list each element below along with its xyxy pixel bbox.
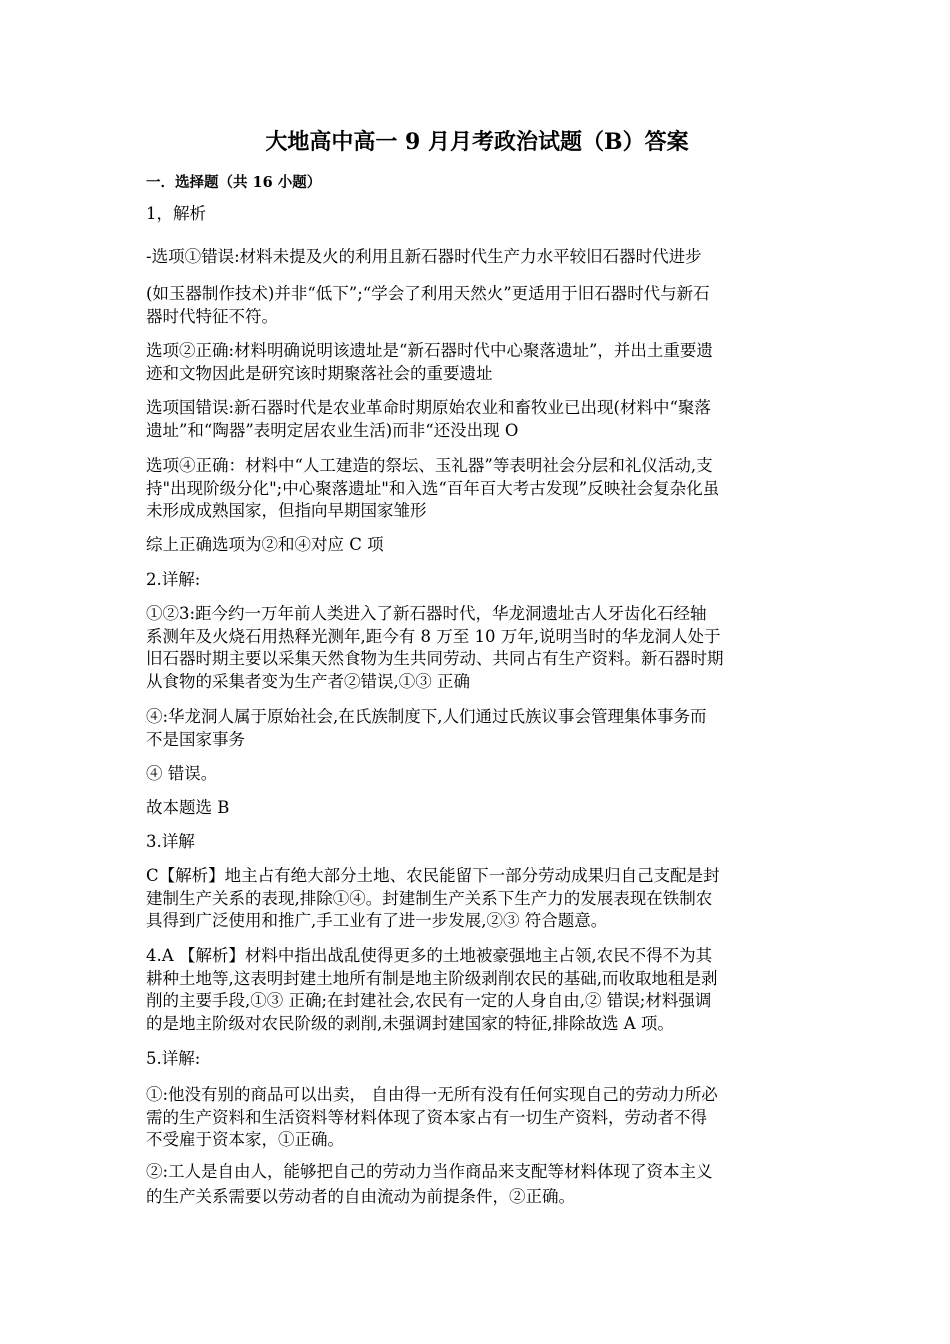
paragraph — [146, 569, 808, 592]
paragraph-line: 的是地主阶级对农民阶级的剥削,未强调封建国家的特征,排除故选 A 项。 — [146, 1013, 674, 1033]
paragraph — [146, 1161, 808, 1184]
paragraph — [146, 797, 808, 820]
paragraph — [146, 603, 808, 693]
paragraph — [146, 831, 808, 854]
paragraph — [146, 246, 808, 269]
paragraph-line: C【解析】地主占有绝大部分土地、农民能留下一部分劳动成果归自己支配是封 — [146, 866, 720, 885]
paragraph-line: 削的主要手段,①③ 正确;在封建社会,农民有一定的人身自由,② 错误;材料强调 — [146, 991, 712, 1010]
paragraph-line: 需的生产资料和生活资料等材料体现了资本家占有一切生产资料，劳动者不得 — [146, 1107, 707, 1127]
paragraph-line: 系测年及火烧石用热释光测年,距今有 8 万至 10 万年,说明当时的华龙洞人处于 — [146, 626, 721, 646]
paragraph-line: 迹和文物因此是研究该时期聚落社会的重要遗址 — [146, 363, 493, 383]
paragraph — [146, 706, 808, 751]
paragraph-line: 3.详解 — [146, 832, 195, 851]
paragraph-line: 选项②正确:材料明确说明该遗址是“新石器时代中心聚落遗址”，并出土重要遗 — [146, 341, 713, 360]
paragraph — [146, 455, 808, 523]
paragraph-line: 未形成成熟国家，但指向早期国家雏形 — [146, 501, 427, 520]
paragraph-line: 4.A 【解析】材料中指出战乱使得更多的土地被豪强地主占领,农民不得不为其 — [146, 946, 713, 965]
paragraph — [146, 203, 808, 226]
paragraph-line: 具得到广泛使用和推广,手工业有了进一步发展,②③ 符合题意。 — [146, 911, 608, 930]
paragraph-line: ①:他没有别的商品可以出卖， 自由得一无所有没有任何实现自己的劳动力所必 — [146, 1085, 718, 1104]
paragraph-line: 2.详解: — [146, 570, 201, 589]
paragraph-line: 遗址”和“陶器”表明定居农业生活)而非“还没出现 O — [146, 420, 519, 440]
paragraph — [146, 763, 808, 786]
paragraph-line: 选项国错误:新石器时代是农业革命时期原始农业和畜牧业已出现(材料中“聚落 — [146, 398, 711, 417]
paragraph — [146, 1186, 808, 1209]
paragraph-line: ④:华龙洞人属于原始社会,在氏族制度下,人们通过氏族议事会管理集体事务而 — [146, 707, 707, 726]
paragraph-line: 不受雇于资本家，①正确。 — [146, 1130, 344, 1149]
paragraph-line: ④ 错误。 — [146, 764, 218, 783]
paragraph — [146, 945, 808, 1035]
paragraph-line: 器时代特征不符。 — [146, 306, 278, 326]
paragraph-line: 持"出现阶级分化";中心聚落遗址"和入选“百年百大考古发现”反映社会复杂化虽 — [146, 478, 720, 498]
paragraph-line: 建制生产关系的表现,排除①④。封建制生产关系下生产力的发展表现在铁制农 — [146, 888, 713, 908]
paragraph-line: -选项①错误:材料未提及火的利用且新石器时代生产力水平较旧石器时代进步 — [146, 247, 702, 266]
paragraph — [146, 1048, 808, 1071]
section-heading: 一．选择题（共 16 小题） — [146, 174, 322, 191]
paragraph — [146, 340, 808, 385]
paragraph-line: 5.详解: — [146, 1049, 201, 1068]
paragraph-line: (如玉器制作技术)并非“低下”;“学会了利用天然火”更适用于旧石器时代与新石 — [146, 284, 710, 303]
paragraph-line: 的生产关系需要以劳动者的自由流动为前提条件，②正确。 — [146, 1187, 575, 1206]
paragraph — [146, 283, 808, 328]
paragraph-line: ②:工人是自由人，能够把自己的劳动力当作商品来支配等材料体现了资本主义 — [146, 1162, 713, 1181]
paragraph — [146, 1084, 808, 1152]
paragraph-line: 选项④正确：材料中“人工建造的祭坛、玉礼器”等表明社会分层和礼仪活动,支 — [146, 456, 713, 475]
paragraph-line: 1，解析 — [146, 204, 206, 223]
paragraph-line: 耕种土地等,这表明封建土地所有制是地主阶级剥削农民的基础,而收取地租是剥 — [146, 968, 718, 988]
paragraph-line: ①②3:距今约一万年前人类进入了新石器时代，华龙洞遗址古人牙齿化石经轴 — [146, 604, 707, 623]
paragraph-line: 旧石器时期主要以采集天然食物为生共同劳动、共同占有生产资料。新石器时期 — [146, 649, 724, 668]
document-title: 大地高中高一 9 月月考政治试题（B）答案 — [265, 129, 689, 155]
paragraph-line: 综上正确选项为②和④对应 C 项 — [146, 535, 384, 554]
paragraph — [146, 534, 808, 557]
paragraph — [146, 865, 808, 933]
paragraph-line: 故本题选 B — [146, 798, 230, 817]
paragraph-line: 不是国家事务 — [146, 729, 245, 749]
paragraph-line: 从食物的采集者变为生产者②错误,①③ 正确 — [146, 671, 470, 691]
paragraph — [146, 397, 808, 442]
